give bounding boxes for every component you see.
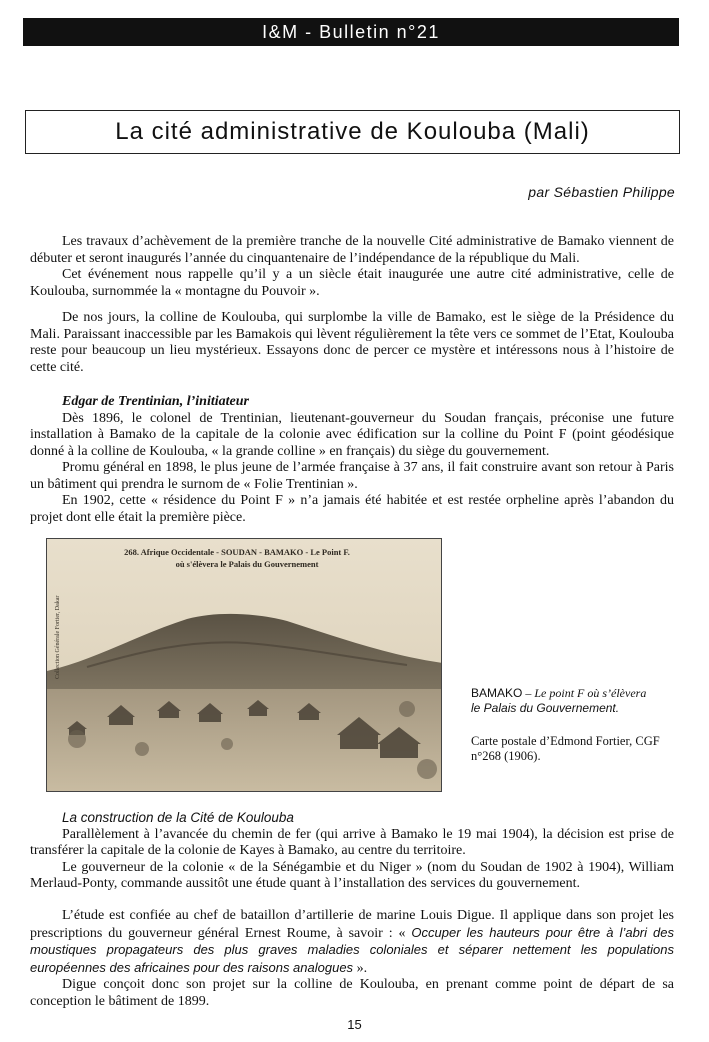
postcard-caption-line2: où s'élèvera le Palais du Gouvernement [175, 559, 319, 569]
postcard-image [47, 539, 442, 792]
postcard-caption-line1: 268. Afrique Occidentale - SOUDAN - BAMAKO - Le Point F. [124, 547, 350, 557]
bulletin-header-bar [23, 18, 679, 46]
section-heading: La construction de la Cité de Koulouba [62, 810, 294, 825]
construction-section [30, 810, 674, 893]
paragraph-text: ». [353, 960, 368, 976]
context-paragraph: De nos jours, la colline de Koulouba, qui surplombe la ville de Bamako, est le siège de la Présidence du Mali. Paraissant inaccessible par les Bamakois qui lèvent régulièrement la tête vers ce sommet de l’Etat, Koulouba reste pour beaucoup un lieu mystérieux. Essayons donc de percer ce mystère et intéressons nous à l’histoire de cette cité. [30, 310, 674, 375]
article-title: La cité administrative de Koulouba (Mali) [115, 118, 590, 145]
article-byline: par Sébastien Philippe [528, 184, 675, 200]
roume-quote: Occuper les hauteurs pour être à l’abri des moustiques propagateurs des plus graves maladies coloniales et séparer nettement les populations européennes des africaines pour des raisons analogues [30, 924, 674, 975]
section-paragraph: En 1902, cette « résidence du Point F » n’a jamais été habitée et est restée orpheline après l’abandon du projet dont elle était la première pièce. [30, 493, 674, 525]
intro-paragraph: Cet événement nous rappelle qu’il y a un siècle était inaugurée une autre cité administrative, celle de Koulouba, surnommée la « montagne du Pouvoir ». [30, 267, 674, 299]
bulletin-title: I&M - Bulletin n°21 [262, 22, 440, 42]
caption-place: BAMAKO [471, 686, 523, 700]
section-paragraph: Digue conçoit donc son projet sur la colline de Koulouba, en prenant comme point de départ de sa conception le bâtiment de 1899. [30, 977, 674, 1009]
digue-section [30, 908, 674, 1010]
caption-line2: le Palais du Gouvernement. [471, 701, 620, 715]
figure-credit: Carte postale d’Edmond Fortier, CGF n°268 (1906). [471, 734, 660, 763]
section-paragraph: Parallèlement à l’avancée du chemin de fer (qui arrive à Bamako le 19 mai 1904), la décision est prise de transférer la capitale de la colonie de Kayes à Bamako, au centre du territoire. [30, 826, 674, 858]
section-paragraph: Promu général en 1898, le plus jeune de l’armée française à 37 ans, il fait construire avant son retour à Paris un bâtiment qui prendra le surnom de « Folie Trentinian ». [30, 460, 674, 492]
section-heading: Edgar de Trentinian, l’initiateur [62, 394, 249, 409]
intro-paragraph: Les travaux d’achèvement de la première tranche de la nouvelle Cité administrative de Bamako viennent de débuter et seront inaugurés l’année du cinquantenaire de l’indépendance de la république du Mali. [30, 234, 674, 266]
trentinian-section [30, 394, 674, 526]
section-paragraph [30, 908, 674, 977]
postcard-publisher-credit: Collection Générale Fortier, Dakar [55, 595, 61, 679]
context-section [30, 310, 674, 376]
intro-section [30, 234, 674, 300]
figure-caption [471, 686, 646, 716]
section-paragraph: Dès 1896, le colonel de Trentinian, lieutenant-gouverneur du Soudan français, préconise une future installation à Bamako de la capitale de la colonie avec édification sur la colline du Point F (point géodésique donné à la colline de Koulouba, « la grande colline » en français) du siège du gouvernement. [30, 410, 674, 459]
caption-text: – Le point F où s’élèvera [522, 686, 647, 700]
page-number: 15 [347, 1017, 362, 1032]
postcard-photo [46, 538, 442, 792]
article-title-box [25, 110, 680, 154]
section-paragraph: Le gouverneur de la colonie « de la Sénégambie et du Niger » (nom du Soudan de 1902 à 1904), William Merlaud-Ponty, commande aussitôt une étude quant à l’installation des services du gouvernement. [30, 859, 674, 891]
paragraph-text: L’étude est confiée au chef de bataillon d’artillerie de marine Louis Digue. Il applique dans son projet les prescriptions du gouverneur général Ernest Roume, à savoir : « [30, 908, 674, 941]
